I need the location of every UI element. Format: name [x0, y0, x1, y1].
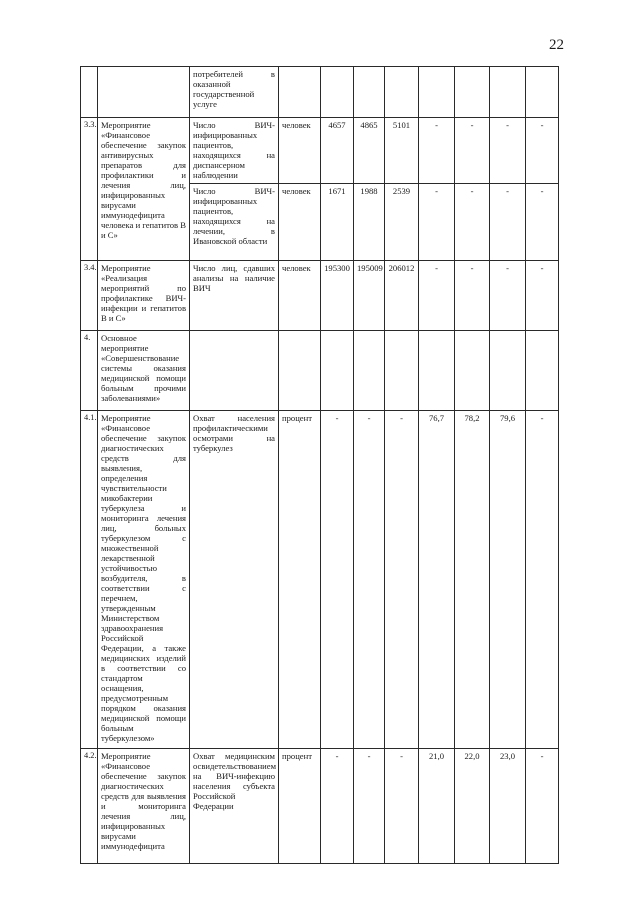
indicator-cell: Число ВИЧ-инфицированных пациентов, находящихся на диспансерном наблюдении	[190, 118, 279, 184]
row-number: 4.1.	[81, 411, 98, 749]
measure-cell: Мероприятие «Реализация мероприятий по профилактике ВИЧ-инфекции и гепатитов В и С»	[98, 261, 190, 331]
value-cell: -	[354, 749, 385, 864]
page-number: 22	[549, 37, 564, 53]
indicator-cell: потребителей в оказанной государственной услуге	[190, 67, 279, 118]
value-cell: -	[385, 749, 419, 864]
value-cell: -	[526, 411, 559, 749]
value-cell: 195009	[354, 261, 385, 331]
value-cell: 22,0	[455, 749, 490, 864]
indicators-table	[80, 66, 559, 864]
measure-cell: Основное мероприятие «Совершенствование системы оказания медицинской помощи больным прочими заболеваниями»	[98, 331, 190, 411]
table-row	[81, 261, 559, 331]
indicator-cell: Охват медицинским освидетельствованием на ВИЧ-инфекцию населения субъекта Российской Федерации	[190, 749, 279, 864]
value-cell: 4657	[321, 118, 354, 184]
table-row	[81, 749, 559, 864]
value-cell: 5101	[385, 118, 419, 184]
value-cell: -	[526, 749, 559, 864]
value-cell: 79,6	[490, 411, 526, 749]
value-cell: -	[321, 411, 354, 749]
indicator-cell: Число ВИЧ-инфицированных пациентов, находящихся на лечении, в Ивановской области	[190, 184, 279, 261]
measure-cell: Мероприятие «Финансовое обеспечение закупок антивирусных препаратов для профилактики и лечения лиц, инфицированных вирусами иммунодефицита человека и гепатитов В и С»	[98, 118, 190, 261]
row-number: 4.	[81, 331, 98, 411]
value-cell: -	[490, 118, 526, 184]
value-cell: -	[490, 261, 526, 331]
value-cell: -	[455, 118, 490, 184]
value-cell: 195300	[321, 261, 354, 331]
value-cell: -	[490, 184, 526, 261]
value-cell: 1671	[321, 184, 354, 261]
table-row	[81, 67, 559, 118]
row-number: 3.3.	[81, 118, 98, 261]
value-cell: -	[419, 118, 455, 184]
unit-cell: человек	[279, 261, 321, 331]
value-cell: 4865	[354, 118, 385, 184]
value-cell: -	[455, 261, 490, 331]
value-cell: -	[419, 261, 455, 331]
value-cell: 2539	[385, 184, 419, 261]
value-cell: -	[354, 411, 385, 749]
table-row	[81, 118, 559, 184]
unit-cell: процент	[279, 411, 321, 749]
indicator-cell: Число лиц, сдавших анализы на наличие ВИЧ	[190, 261, 279, 331]
value-cell: 206012	[385, 261, 419, 331]
unit-cell: человек	[279, 118, 321, 184]
value-cell: -	[419, 184, 455, 261]
table-row	[81, 411, 559, 749]
measure-cell: Мероприятие «Финансовое обеспечение закупок диагностических средств для выявления и мониторинга лечения лиц, инфицированных вирусами иммунодефицита	[98, 749, 190, 864]
value-cell: -	[526, 184, 559, 261]
value-cell: -	[526, 261, 559, 331]
measure-cell: Мероприятие «Финансовое обеспечение закупок диагностических средств для выявления, определения чувствительности микобактерии туберкулеза и мониторинга лечения лиц, больных туберкулезом с множественной лекарственной устойчивостью возбудителя, в соответствии с перечнем, утвержденным Министерством здравоохранения Российской Федерации, а также медицинских изделий в соответствии со стандартом оснащения, предусмотренным порядком оказания медицинской помощи больным туберкулезом»	[98, 411, 190, 749]
value-cell: 76,7	[419, 411, 455, 749]
value-cell: 21,0	[419, 749, 455, 864]
table-row	[81, 331, 559, 411]
unit-cell: человек	[279, 184, 321, 261]
value-cell: 78,2	[455, 411, 490, 749]
value-cell: 23,0	[490, 749, 526, 864]
row-number: 4.2.	[81, 749, 98, 864]
value-cell: -	[455, 184, 490, 261]
unit-cell: процент	[279, 749, 321, 864]
value-cell: 1988	[354, 184, 385, 261]
row-number: 3.4.	[81, 261, 98, 331]
value-cell: -	[321, 749, 354, 864]
value-cell: -	[385, 411, 419, 749]
value-cell: -	[526, 118, 559, 184]
indicator-cell: Охват населения профилактическими осмотрами на туберкулез	[190, 411, 279, 749]
